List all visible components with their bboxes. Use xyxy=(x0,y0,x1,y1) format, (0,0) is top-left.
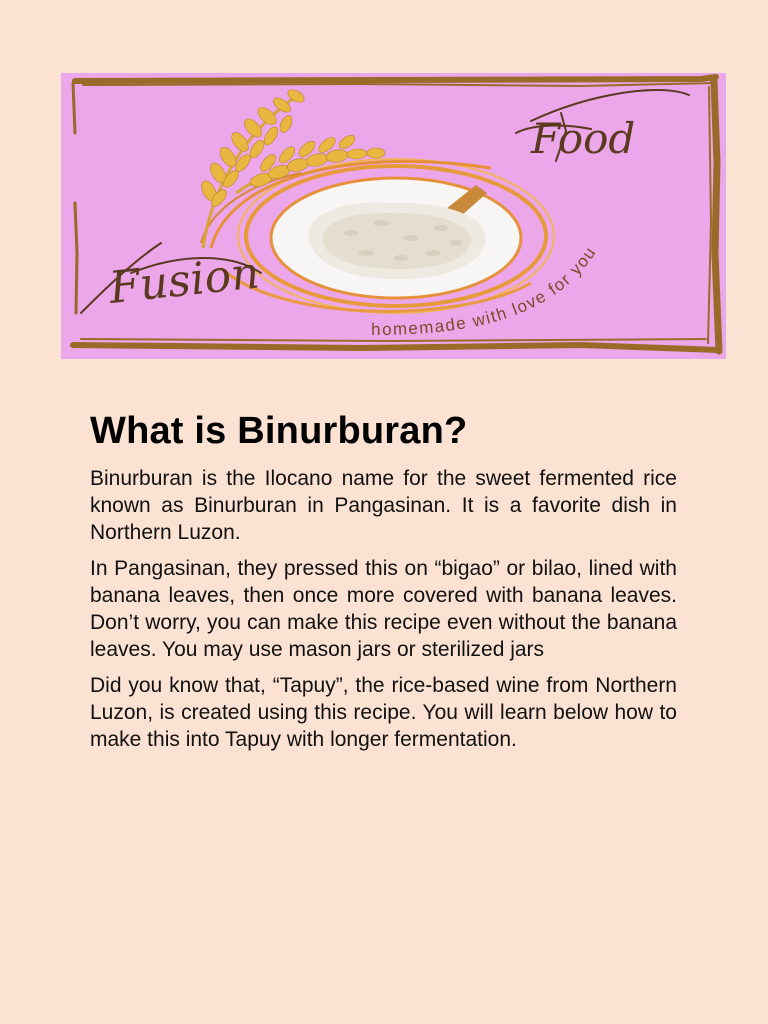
rice-plate-image xyxy=(271,178,521,298)
paragraph-tapuy: Did you know that, “Tapuy”, the rice-based wine from Northern Luzon, is created using this recipe. You will learn below how to make this into Tapuy with longer fermentation. xyxy=(90,674,677,751)
paragraph-pangasinan: In Pangasinan, they pressed this on “bigao” or bilao, lined with banana leaves, then once more covered with banana leaves. Don’t worry, you can make this recipe even without the banana leaves. You may use mason jars or sterilized jars xyxy=(90,557,677,661)
tagline-text: homemade with love for you xyxy=(371,242,601,340)
page-title: What is Binurburan? xyxy=(90,410,468,452)
logo-word-food: Food xyxy=(531,114,636,163)
article-body xyxy=(90,465,677,762)
header-banner xyxy=(61,73,726,359)
food-fusion-logo xyxy=(61,73,726,359)
logo-word-fusion: Fusion xyxy=(106,247,262,314)
paragraph-intro: Binurburan is the Ilocano name for the sweet fermented rice known as Binurburan in Pangasinan. It is a favorite dish in Northern Luzon. xyxy=(90,467,677,544)
